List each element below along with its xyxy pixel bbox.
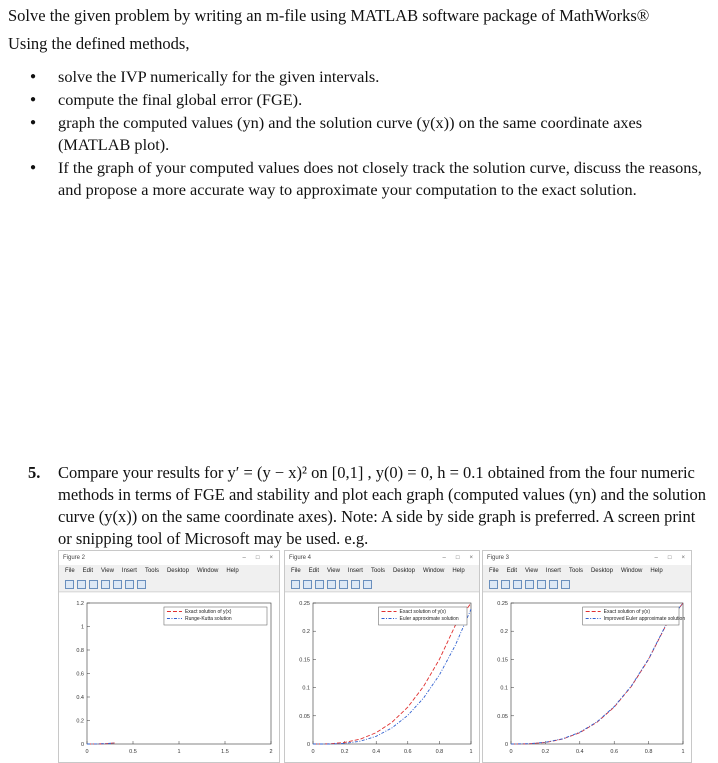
menu-insert[interactable]: Insert [347, 568, 363, 574]
maximize-icon[interactable]: □ [667, 555, 672, 561]
x-tick-label: 0 [509, 749, 513, 755]
instruction-list [30, 66, 705, 202]
menu-window[interactable]: Window [620, 568, 643, 574]
print-icon[interactable] [327, 580, 336, 589]
menu-window[interactable]: Window [422, 568, 445, 574]
question-5 [28, 462, 713, 550]
x-tick-label: 0.6 [610, 749, 619, 755]
pan-icon[interactable] [125, 580, 134, 589]
y-tick-label: 1.2 [76, 601, 84, 607]
y-tick-label: 1 [80, 624, 84, 631]
bullet-item: ● graph the computed values (yn) and the solution curve (y(x)) on the same coordinate axes (MATLAB plot). [30, 112, 705, 156]
bullet-item: ● compute the final global error (FGE). [30, 89, 705, 111]
menu-help[interactable]: Help [226, 568, 239, 574]
x-tick-label: 1 [177, 749, 181, 755]
x-tick-label: 0.4 [372, 749, 381, 755]
y-tick-label: 0.4 [76, 695, 84, 701]
x-tick-label: 0.2 [340, 749, 349, 755]
y-tick-label: 0.2 [302, 629, 310, 636]
y-tick-label: 0.6 [76, 671, 84, 678]
y-tick-label: 0.8 [76, 648, 84, 654]
menu-file[interactable]: File [489, 568, 499, 574]
menu-edit[interactable]: Edit [506, 568, 518, 574]
minimize-icon[interactable]: – [654, 555, 658, 561]
y-tick-label: 0 [504, 742, 508, 748]
save-icon[interactable] [89, 580, 98, 589]
legend-label: Exact solution of y(x) [184, 609, 232, 615]
menu-bar [59, 565, 279, 577]
zoom-icon[interactable] [537, 580, 546, 589]
figure-window-3 [482, 550, 692, 763]
x-tick-label: 1.5 [221, 749, 229, 755]
window-title: Figure 2 [63, 555, 86, 561]
menu-view[interactable]: View [327, 568, 340, 574]
print-icon[interactable] [525, 580, 534, 589]
plot-area[interactable] [483, 593, 692, 763]
menu-bar [483, 565, 691, 577]
menu-file[interactable]: File [65, 568, 75, 574]
x-tick-label: 1 [469, 749, 473, 755]
toolbar [483, 577, 691, 592]
x-tick-label: 2 [269, 749, 273, 755]
menu-insert[interactable]: Insert [121, 568, 137, 574]
zoom-icon[interactable] [339, 580, 348, 589]
menu-view[interactable]: View [525, 568, 538, 574]
menu-desktop[interactable]: Desktop [590, 568, 613, 574]
x-tick-label: 0.8 [644, 749, 653, 755]
save-icon[interactable] [315, 580, 324, 589]
y-tick-label: 0.2 [500, 629, 508, 636]
figure-window-4 [284, 550, 480, 763]
pointer-icon[interactable] [137, 580, 146, 589]
y-tick-label: 0.25 [497, 601, 508, 607]
y-tick-label: 0.2 [76, 718, 84, 725]
legend [379, 607, 467, 625]
x-tick-label: 0 [85, 749, 89, 755]
maximize-icon[interactable]: □ [455, 555, 460, 561]
x-tick-label: 0.5 [129, 749, 137, 755]
legend-label: Euler approximate solution [399, 616, 459, 622]
menu-tools[interactable]: Tools [568, 568, 583, 574]
menu-edit[interactable]: Edit [82, 568, 94, 574]
minimize-icon[interactable]: – [442, 555, 446, 561]
save-icon[interactable] [513, 580, 522, 589]
new-icon[interactable] [65, 580, 74, 589]
y-tick-label: 0.15 [299, 657, 310, 664]
bullet-item: ● If the graph of your computed values does not closely track the solution curve, discuss the reasons, and propose a more accurate way to approximate your computation to the exact solution. [30, 157, 705, 201]
pan-icon[interactable] [549, 580, 558, 589]
legend-label: Runge-Kutta solution [184, 616, 232, 622]
open-icon[interactable] [77, 580, 86, 589]
window-title: Figure 4 [289, 555, 312, 561]
pointer-icon[interactable] [561, 580, 570, 589]
close-icon[interactable]: × [681, 555, 685, 561]
legend [583, 607, 686, 625]
maximize-icon[interactable]: □ [255, 555, 260, 561]
window-title: Figure 3 [487, 555, 510, 561]
pan-icon[interactable] [351, 580, 360, 589]
menu-help[interactable]: Help [650, 568, 663, 574]
close-icon[interactable]: × [269, 555, 273, 561]
bullet-item: ● solve the IVP numerically for the given intervals. [30, 66, 705, 88]
question-text: Compare your results for y′ = (y − x)² on [0,1] , y(0) = 0, h = 0.1 obtained from the four numeric methods in terms of FGE and stability and plot each graph (computed values (yn) and the solution curve (y(x)) on the same coordinate axes). Note: A side by side graph is preferred. A screen print or snipping tool of Microsoft may be used. e.g. [58, 463, 706, 548]
x-tick-label: 0.6 [403, 749, 412, 755]
y-tick-label: 0 [80, 742, 84, 748]
close-icon[interactable]: × [469, 555, 473, 561]
menu-desktop[interactable]: Desktop [166, 568, 189, 574]
new-icon[interactable] [489, 580, 498, 589]
toolbar [59, 577, 279, 592]
plot-area[interactable] [285, 593, 480, 763]
y-tick-label: 0 [306, 742, 310, 748]
x-tick-label: 1 [681, 749, 685, 755]
x-tick-label: 0 [311, 749, 315, 755]
y-tick-label: 0.15 [497, 657, 508, 664]
question-number: 5. [28, 463, 41, 482]
y-tick-label: 0.05 [497, 713, 508, 720]
intro-line-2: Using the defined methods, [8, 34, 190, 53]
menu-help[interactable]: Help [452, 568, 465, 574]
menu-file[interactable]: File [291, 568, 301, 574]
legend-label: Exact solution of y(x) [603, 609, 651, 615]
legend-label: Exact solution of y(x) [399, 609, 446, 615]
legend-label: Improved Euler approximate solution [603, 616, 686, 622]
open-icon[interactable] [501, 580, 510, 589]
menu-window[interactable]: Window [196, 568, 219, 574]
menu-edit[interactable]: Edit [308, 568, 320, 574]
y-tick-label: 0.1 [500, 685, 508, 692]
toolbar [285, 577, 479, 592]
zoom-icon[interactable] [113, 580, 122, 589]
x-tick-label: 0.2 [541, 749, 550, 755]
menu-bar [285, 565, 479, 577]
y-tick-label: 0.25 [299, 601, 310, 607]
menu-tools[interactable]: Tools [370, 568, 385, 574]
figure-window-2 [58, 550, 280, 763]
y-tick-label: 0.05 [299, 713, 310, 720]
x-tick-label: 0.8 [435, 749, 444, 755]
menu-view[interactable]: View [101, 568, 114, 574]
intro-line-1: Solve the given problem by writing an m-file using MATLAB software package of MathWorks® [8, 6, 650, 25]
menu-insert[interactable]: Insert [545, 568, 561, 574]
y-tick-label: 0.1 [302, 685, 310, 692]
menu-desktop[interactable]: Desktop [392, 568, 415, 574]
x-tick-label: 0.4 [575, 749, 584, 755]
print-icon[interactable] [101, 580, 110, 589]
pointer-icon[interactable] [363, 580, 372, 589]
open-icon[interactable] [303, 580, 312, 589]
legend [164, 607, 267, 625]
new-icon[interactable] [291, 580, 300, 589]
plot-area[interactable] [59, 593, 280, 763]
minimize-icon[interactable]: – [242, 555, 246, 561]
menu-tools[interactable]: Tools [144, 568, 159, 574]
